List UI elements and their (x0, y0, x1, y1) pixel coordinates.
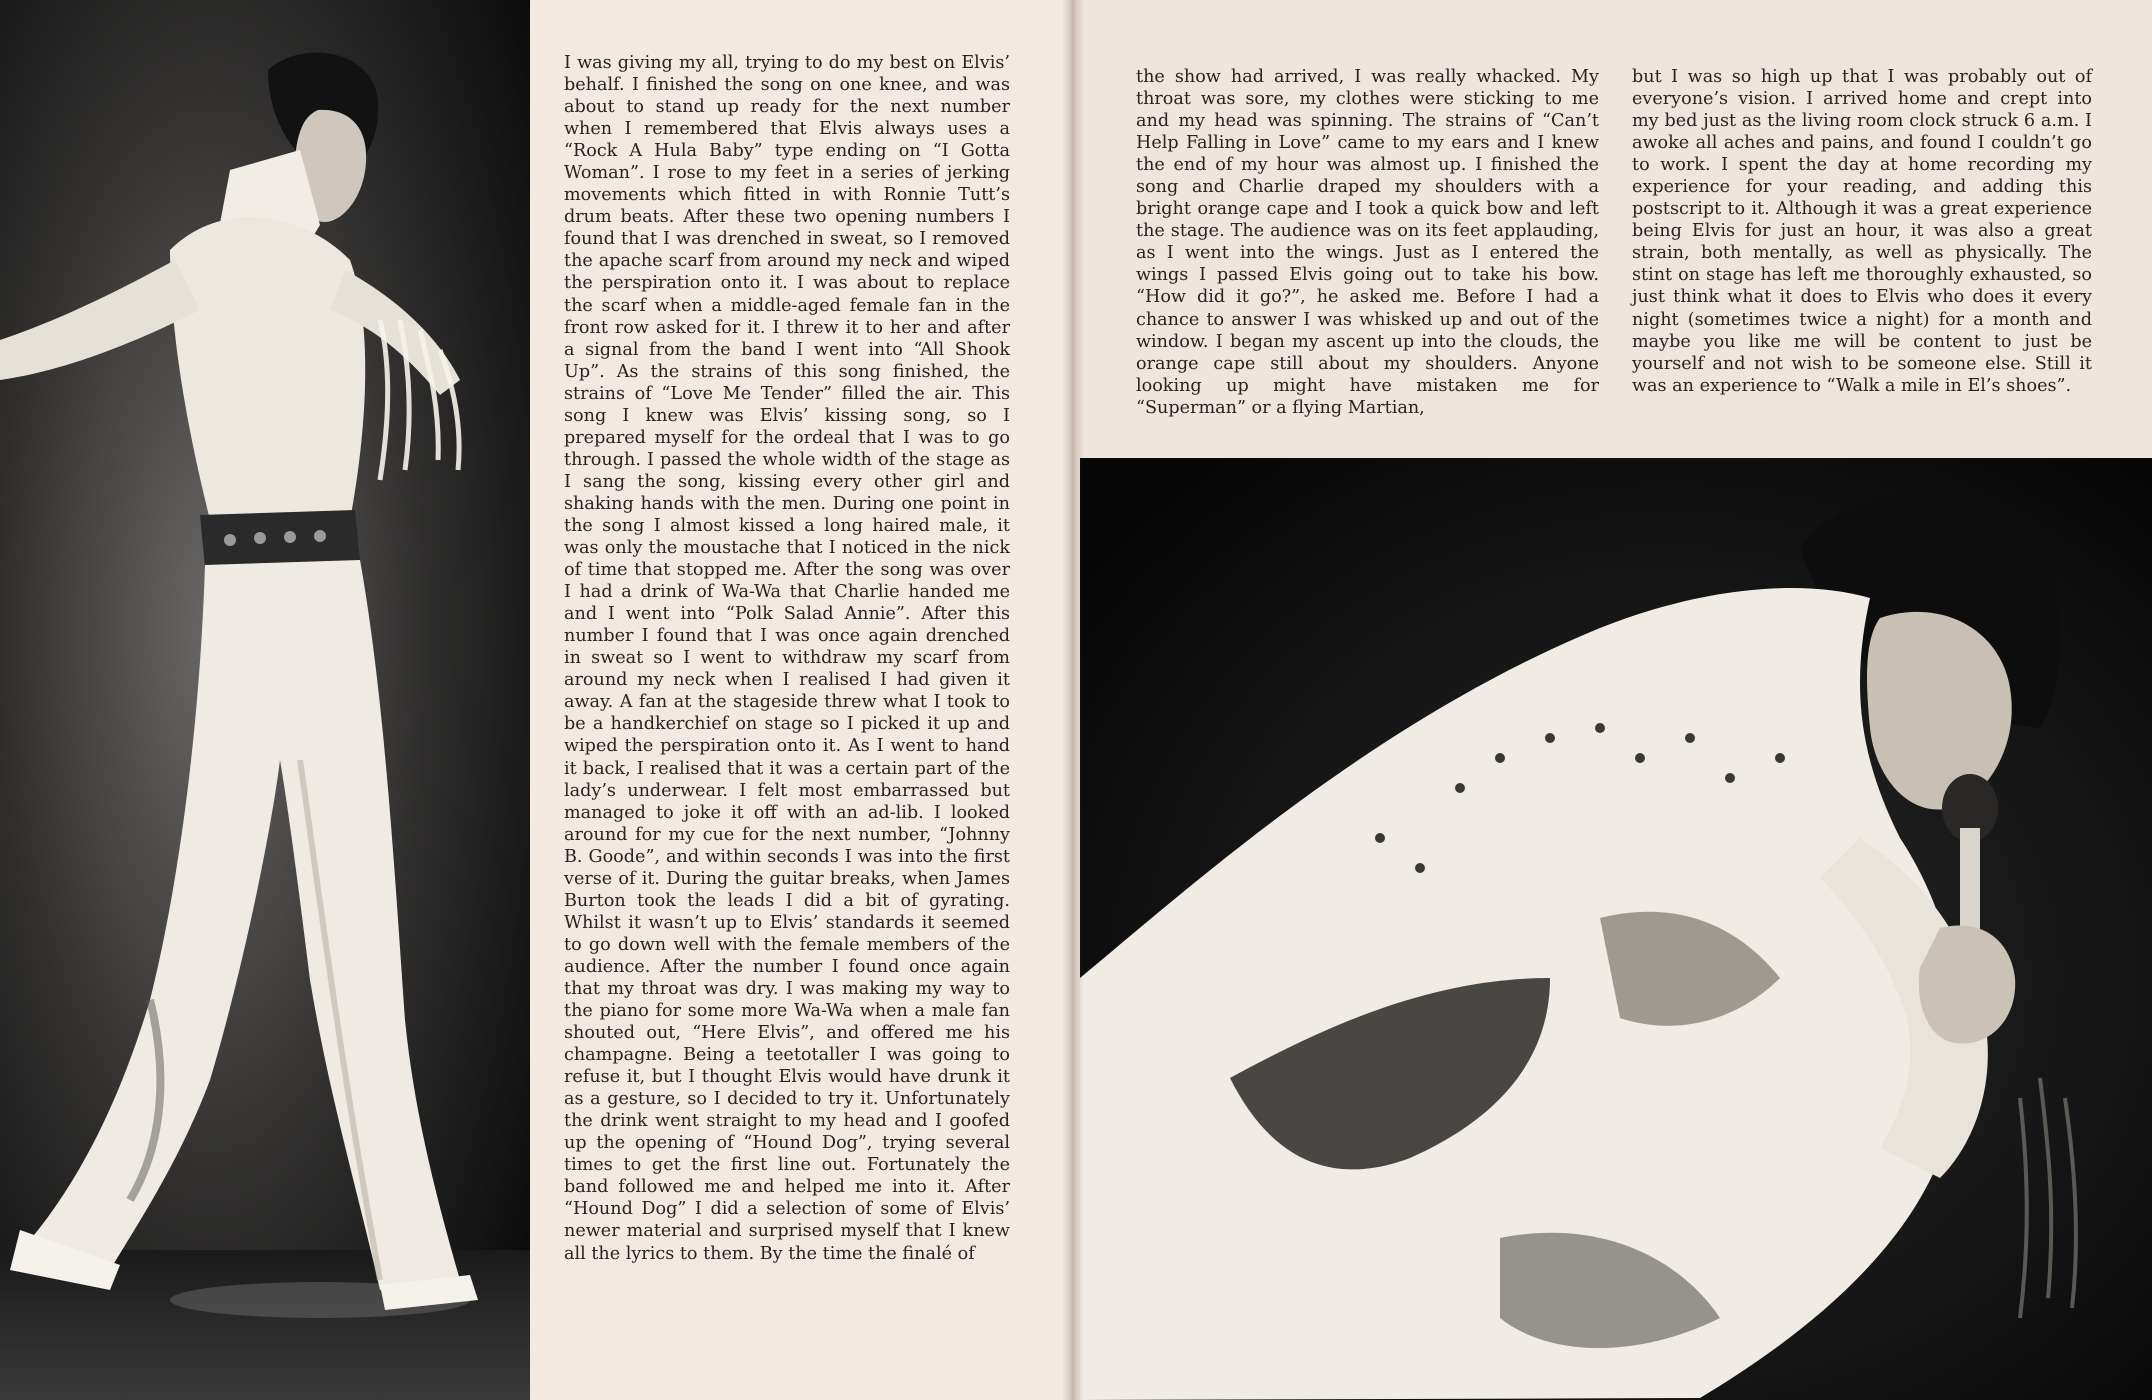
performer-singing-photo (1080, 458, 2152, 1400)
left-page (0, 0, 1070, 1400)
left-page-text-column (564, 52, 1010, 1265)
book-gutter (1062, 0, 1084, 1400)
right-page-text-column-2 (1632, 66, 2092, 397)
right-page-text-column-1 (1136, 66, 1599, 419)
right-column-1-paragraph: the show had arrived, I was really whacked. My throat was sore, my clothes were sticking to me and my head was spinning. The strains of “Can’t Help Falling in Love” came to my ears and I knew the end of my hour was almost up. I finished the song and Charlie draped my shoulders with a bright orange cape and I took a quick bow and left the stage. The audience was on its feet applauding, as I went into the wings. Just as I entered the wings I passed Elvis going out to take his bow. “How did it go?”, he asked me. Before I had a chance to answer I was whisked up and out of the window. I began my ascent up into the clouds, the orange cape still about my shoulders. Anyone looking up might have mistaken me for “Superman” or a flying Martian, (1136, 67, 1599, 418)
left-column-paragraph: I was giving my all, trying to do my best on Elvis’ behalf. I finished the song on one knee, and was about to stand up ready for the next number when I remembered that Elvis always uses a “Rock A Hula Baby” type ending on “I Gotta Woman”. I rose to my feet in a series of jerking movements which fitted in with Ronnie Tutt’s drum beats. After these two opening numbers I found that I was drenched in sweat, so I removed the apache scarf from around my neck and wiped the perspiration onto it. I was about to replace the scarf when a middle-aged female fan in the front row asked for it. I threw it to her and after a signal from the band I went into “All Shook Up”. As the strains of this song finished, the strains of “Love Me Tender” filled the air. This song I knew was Elvis’ kissing song, so I prepared myself for the ordeal that I was to go through. I passed the whole width of the stage as I sang the song, kissing every other girl and shaking hands with the men. During one point in the song I almost kissed a long haired male, it was only the moustache that I noticed in the nick of time that stopped me. After the song was over I had a drink of Wa-Wa that Charlie handed me and I went into “Polk Salad Annie”. After this number I found that I was once again drenched in sweat so I went to withdraw my scarf from around my neck when I realised I had given it away. A fan at the stageside threw what I took to be a handkerchief on stage so I picked it up and wiped the perspiration onto it. As I went to hand it back, I realised that it was a certain part of the lady’s underwear. I felt most embarrassed but managed to joke it off with an ad-lib. I looked around for my cue for the next number, “Johnny B. Goode”, and within seconds I was into the first verse of it. During the guitar breaks, when James Burton took the leads I did a bit of gyrating. Whilst it wasn’t up to Elvis’ standards it seemed to go down well with the female members of the audience. After the number I found once again that my throat was dry. I was making my way to the piano for some more Wa-Wa when a male fan shouted out, “Here Elvis”, and offered me his champagne. Being a teetotaller I was going to refuse it, but I thought Elvis would have drunk it as a gesture, so I decided to try it. Unfortunately the drink went straight to my head and I goofed up the opening of “Hound Dog”, trying several times to get the first line out. Fortunately the band followed me and helped me into it. After “Hound Dog” I did a selection of some of Elvis’ newer material and surprised myself that I knew all the lyrics to them. By the time the finalé of (564, 53, 1010, 1264)
right-page (1072, 0, 2152, 1400)
right-column-2-paragraph: but I was so high up that I was probably out of everyone’s vision. I arrived home and crept into my bed just as the living room clock struck 6 a.m. I awoke all aches and pains, and found I couldn’t go to work. I spent the day at home recording my experience for your reading, and adding this postscript to it. Although it was a great experience being Elvis for just an hour, it was also a great strain, both mentally, as well as physically. The stint on stage has left me thoroughly exhausted, so just think what it does to Elvis who does it every night (sometimes twice a night) for a month and maybe you like me will be content to just be yourself and not wish to be someone else. Still it was an experience to “Walk a mile in El’s shoes”. (1632, 67, 2092, 396)
performer-full-length-photo (0, 0, 530, 1400)
